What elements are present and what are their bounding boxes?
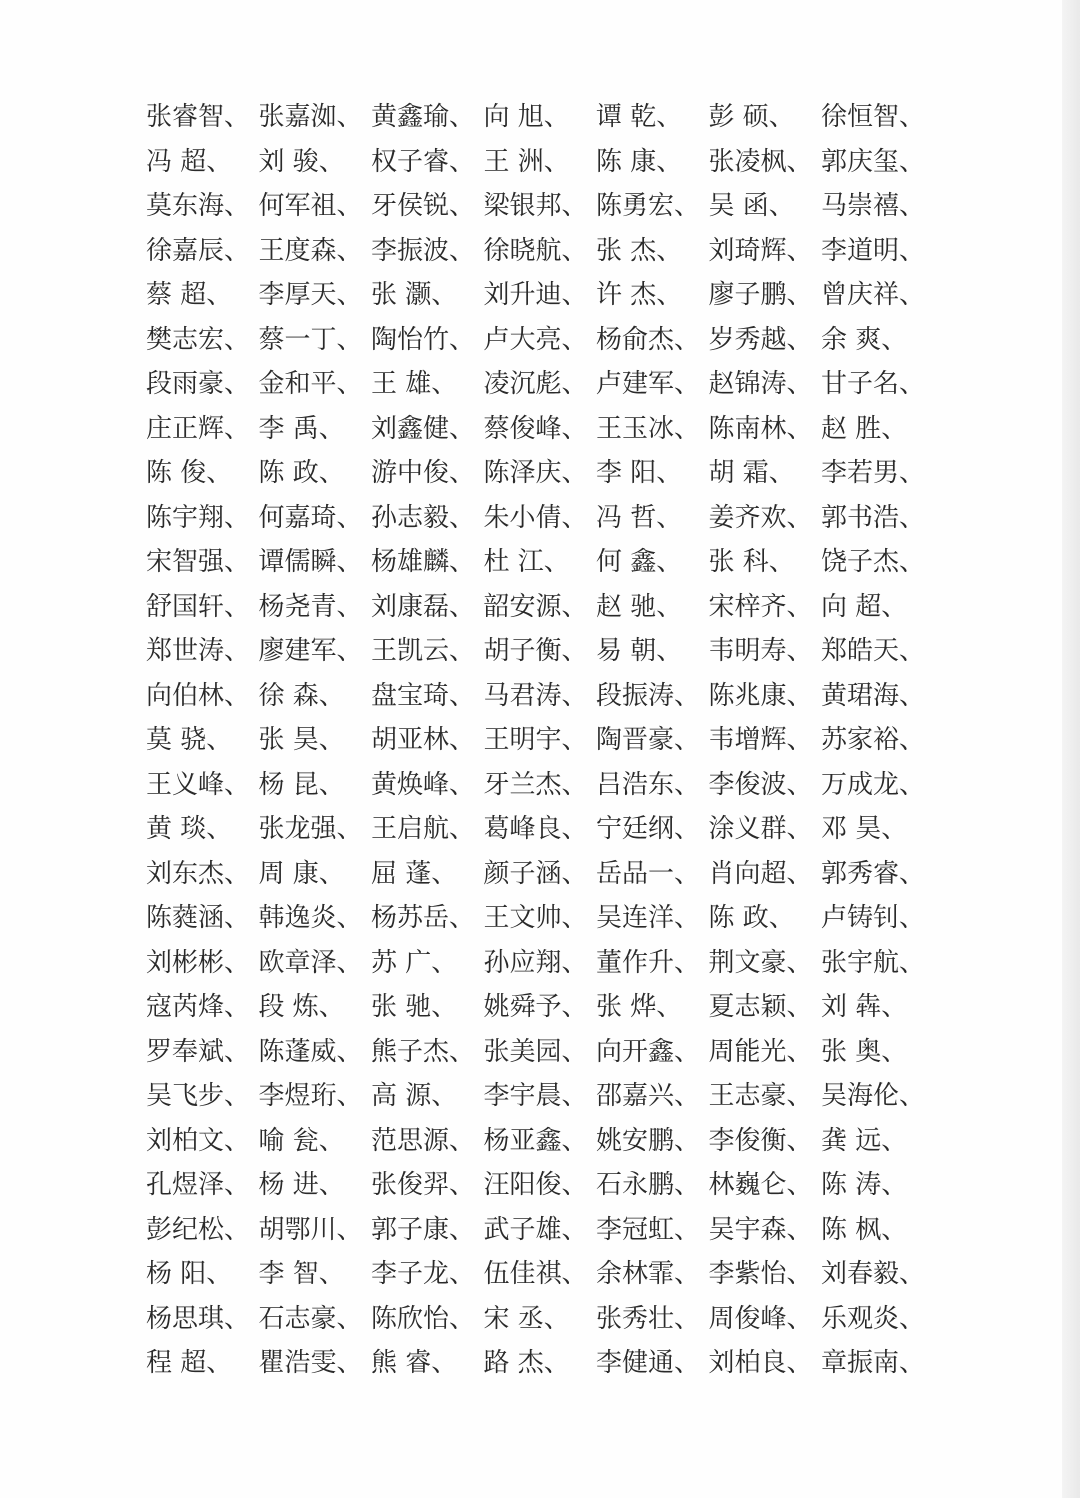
name-entry: 金和平、 xyxy=(258,369,363,400)
name-entry: 王玉冰、 xyxy=(596,413,701,444)
name-entry: 张 灏、 xyxy=(371,280,458,311)
name-entry: 王 洲、 xyxy=(483,146,570,177)
name-entry: 程 超、 xyxy=(146,1348,233,1379)
name-entry: 卢铸钊、 xyxy=(821,903,926,934)
name-entry: 牙兰杰、 xyxy=(483,769,588,800)
name-entry: 姚舜予、 xyxy=(483,992,588,1023)
name-entry: 颜子涵、 xyxy=(483,858,588,889)
name-entry: 陈 俊、 xyxy=(146,458,233,489)
name-row xyxy=(146,585,946,630)
name-entry: 张 昊、 xyxy=(258,725,345,756)
name-entry: 卢建军、 xyxy=(596,369,701,400)
name-entry: 庄正辉、 xyxy=(146,413,251,444)
name-entry: 刘 犇、 xyxy=(821,992,908,1023)
name-entry: 陈 政、 xyxy=(708,903,795,934)
name-row xyxy=(146,184,946,229)
name-entry: 郭秀睿、 xyxy=(821,858,926,889)
name-row xyxy=(146,1163,946,1208)
name-entry: 张 杰、 xyxy=(596,235,683,266)
name-entry: 段雨豪、 xyxy=(146,369,251,400)
name-entry: 杨 昆、 xyxy=(258,769,345,800)
name-entry: 黄珺海、 xyxy=(821,680,926,711)
name-row xyxy=(146,807,946,852)
name-entry: 石永鹏、 xyxy=(596,1170,701,1201)
name-entry: 韦增辉、 xyxy=(708,725,813,756)
name-entry: 赵 胜、 xyxy=(821,413,908,444)
name-entry: 向 超、 xyxy=(821,591,908,622)
name-entry: 熊子杰、 xyxy=(371,1036,476,1067)
name-entry: 何 鑫、 xyxy=(596,547,683,578)
name-row xyxy=(146,407,946,452)
name-entry: 刘彬彬、 xyxy=(146,947,251,978)
name-entry: 张 烨、 xyxy=(596,992,683,1023)
name-row xyxy=(146,674,946,719)
name-entry: 徐晓航、 xyxy=(483,235,588,266)
name-entry: 陈 枫、 xyxy=(821,1214,908,1245)
name-entry: 郭子康、 xyxy=(371,1214,476,1245)
name-entry: 周能光、 xyxy=(708,1036,813,1067)
name-entry: 陈蓬威、 xyxy=(258,1036,363,1067)
name-entry: 郭书浩、 xyxy=(821,502,926,533)
name-entry: 李 阳、 xyxy=(596,458,683,489)
name-entry: 权子睿、 xyxy=(371,146,476,177)
name-row xyxy=(146,852,946,897)
name-entry: 李 禹、 xyxy=(258,413,345,444)
name-entry: 孙志毅、 xyxy=(371,502,476,533)
name-entry: 张睿智、 xyxy=(146,102,251,133)
name-entry: 瞿浩雯、 xyxy=(258,1348,363,1379)
name-entry: 李煜珩、 xyxy=(258,1081,363,1112)
name-row xyxy=(146,451,946,496)
name-entry: 李振波、 xyxy=(371,235,476,266)
name-entry: 宋 丞、 xyxy=(483,1303,570,1334)
name-entry: 喻 瓮、 xyxy=(258,1125,345,1156)
name-entry: 刘春毅、 xyxy=(821,1259,926,1290)
name-entry: 石志豪、 xyxy=(258,1303,363,1334)
name-entry: 葛峰良、 xyxy=(483,814,588,845)
name-entry: 宋梓齐、 xyxy=(708,591,813,622)
name-entry: 马君涛、 xyxy=(483,680,588,711)
name-entry: 赵 驰、 xyxy=(596,591,683,622)
name-entry: 杨尧青、 xyxy=(258,591,363,622)
name-entry: 游中俊、 xyxy=(371,458,476,489)
name-entry: 刘鑫健、 xyxy=(371,413,476,444)
name-entry: 谭 乾、 xyxy=(596,102,683,133)
name-entry: 黄焕峰、 xyxy=(371,769,476,800)
name-entry: 吕浩东、 xyxy=(596,769,701,800)
name-entry: 刘 骏、 xyxy=(258,146,345,177)
name-entry: 王 雄、 xyxy=(371,369,458,400)
name-entry: 邵嘉兴、 xyxy=(596,1081,701,1112)
name-entry: 易 朝、 xyxy=(596,636,683,667)
name-entry: 段振涛、 xyxy=(596,680,701,711)
name-entry: 章振南、 xyxy=(821,1348,926,1379)
name-entry: 龚 远、 xyxy=(821,1125,908,1156)
name-entry: 杨 阳、 xyxy=(146,1259,233,1290)
name-entry: 寇芮烽、 xyxy=(146,992,251,1023)
name-entry: 杨雄麟、 xyxy=(371,547,476,578)
name-entry: 刘东杰、 xyxy=(146,858,251,889)
name-entry: 陈 涛、 xyxy=(821,1170,908,1201)
name-entry: 王度森、 xyxy=(258,235,363,266)
name-entry: 杨 进、 xyxy=(258,1170,345,1201)
name-entry: 胡亚林、 xyxy=(371,725,476,756)
name-entry: 欧章泽、 xyxy=(258,947,363,978)
name-entry: 王凯云、 xyxy=(371,636,476,667)
name-entry: 杨亚鑫、 xyxy=(483,1125,588,1156)
name-row xyxy=(146,229,946,274)
name-entry: 李紫怡、 xyxy=(708,1259,813,1290)
name-entry: 陶晋豪、 xyxy=(596,725,701,756)
name-entry: 郑世涛、 xyxy=(146,636,251,667)
name-entry: 高 源、 xyxy=(371,1081,458,1112)
name-entry: 何嘉琦、 xyxy=(258,502,363,533)
name-entry: 岳品一、 xyxy=(596,858,701,889)
name-entry: 蔡一丁、 xyxy=(258,324,363,355)
name-entry: 吴宇森、 xyxy=(708,1214,813,1245)
name-entry: 莫 骁、 xyxy=(146,725,233,756)
name-entry: 张 驰、 xyxy=(371,992,458,1023)
name-entry: 姜齐欢、 xyxy=(708,502,813,533)
name-entry: 范思源、 xyxy=(371,1125,476,1156)
name-entry: 余林霏、 xyxy=(596,1259,701,1290)
name-entry: 冯 哲、 xyxy=(596,502,683,533)
name-entry: 郑皓天、 xyxy=(821,636,926,667)
name-entry: 许 杰、 xyxy=(596,280,683,311)
name-entry: 卢大亮、 xyxy=(483,324,588,355)
name-entry: 韩逸炎、 xyxy=(258,903,363,934)
name-entry: 张美园、 xyxy=(483,1036,588,1067)
name-entry: 李冠虹、 xyxy=(596,1214,701,1245)
name-entry: 李道明、 xyxy=(821,235,926,266)
name-list xyxy=(146,95,946,1386)
name-entry: 万成龙、 xyxy=(821,769,926,800)
name-entry: 段 炼、 xyxy=(258,992,345,1023)
name-entry: 孙应翔、 xyxy=(483,947,588,978)
name-entry: 熊 睿、 xyxy=(371,1348,458,1379)
name-entry: 曾庆祥、 xyxy=(821,280,926,311)
name-entry: 张秀壮、 xyxy=(596,1303,701,1334)
name-entry: 陈 康、 xyxy=(596,146,683,177)
name-entry: 郭庆玺、 xyxy=(821,146,926,177)
name-row xyxy=(146,985,946,1030)
name-row xyxy=(146,1074,946,1119)
name-entry: 苏 广、 xyxy=(371,947,458,978)
name-entry: 廖子鹏、 xyxy=(708,280,813,311)
name-entry: 伍佳祺、 xyxy=(483,1259,588,1290)
name-entry: 王文帅、 xyxy=(483,903,588,934)
name-entry: 张俊羿、 xyxy=(371,1170,476,1201)
name-entry: 彭 硕、 xyxy=(708,102,795,133)
name-entry: 杜 江、 xyxy=(483,547,570,578)
name-entry: 陈蕤涵、 xyxy=(146,903,251,934)
name-entry: 胡子衡、 xyxy=(483,636,588,667)
name-entry: 王启航、 xyxy=(371,814,476,845)
name-entry: 屈 蓬、 xyxy=(371,858,458,889)
name-row xyxy=(146,540,946,585)
name-entry: 李俊波、 xyxy=(708,769,813,800)
name-entry: 牙侯锐、 xyxy=(371,191,476,222)
name-entry: 刘琦辉、 xyxy=(708,235,813,266)
name-entry: 王明宇、 xyxy=(483,725,588,756)
name-entry: 甘子名、 xyxy=(821,369,926,400)
name-entry: 舒国轩、 xyxy=(146,591,251,622)
name-entry: 苏家裕、 xyxy=(821,725,926,756)
name-entry: 邓 昊、 xyxy=(821,814,908,845)
name-row xyxy=(146,95,946,140)
name-entry: 李俊衡、 xyxy=(708,1125,813,1156)
name-row xyxy=(146,1297,946,1342)
name-row xyxy=(146,273,946,318)
name-entry: 凌沉彪、 xyxy=(483,369,588,400)
name-entry: 张 科、 xyxy=(708,547,795,578)
name-entry: 徐嘉辰、 xyxy=(146,235,251,266)
name-entry: 路 杰、 xyxy=(483,1348,570,1379)
name-row xyxy=(146,1341,946,1386)
name-entry: 刘柏良、 xyxy=(708,1348,813,1379)
name-entry: 陈南林、 xyxy=(708,413,813,444)
name-entry: 陈 政、 xyxy=(258,458,345,489)
name-entry: 向开鑫、 xyxy=(596,1036,701,1067)
name-row xyxy=(146,1119,946,1164)
name-entry: 李厚天、 xyxy=(258,280,363,311)
name-entry: 张宇航、 xyxy=(821,947,926,978)
name-entry: 李若男、 xyxy=(821,458,926,489)
name-entry: 吴 函、 xyxy=(708,191,795,222)
name-entry: 蔡 超、 xyxy=(146,280,233,311)
name-entry: 胡鄂川、 xyxy=(258,1214,363,1245)
name-row xyxy=(146,763,946,808)
name-entry: 宋智强、 xyxy=(146,547,251,578)
name-entry: 刘升迪、 xyxy=(483,280,588,311)
name-entry: 向 旭、 xyxy=(483,102,570,133)
name-entry: 廖建军、 xyxy=(258,636,363,667)
name-entry: 朱小倩、 xyxy=(483,502,588,533)
name-entry: 岁秀越、 xyxy=(708,324,813,355)
name-entry: 罗奉斌、 xyxy=(146,1036,251,1067)
name-entry: 黄鑫瑜、 xyxy=(371,102,476,133)
name-entry: 向伯林、 xyxy=(146,680,251,711)
name-entry: 马崇禧、 xyxy=(821,191,926,222)
name-entry: 陈勇宏、 xyxy=(596,191,701,222)
name-row xyxy=(146,362,946,407)
name-entry: 冯 超、 xyxy=(146,146,233,177)
name-entry: 莫东海、 xyxy=(146,191,251,222)
name-entry: 饶子杰、 xyxy=(821,547,926,578)
name-entry: 陈兆康、 xyxy=(708,680,813,711)
name-entry: 何军祖、 xyxy=(258,191,363,222)
name-entry: 陈欣怡、 xyxy=(371,1303,476,1334)
name-entry: 李宇晨、 xyxy=(483,1081,588,1112)
name-entry: 刘康磊、 xyxy=(371,591,476,622)
name-entry: 荆文豪、 xyxy=(708,947,813,978)
name-entry: 韶安源、 xyxy=(483,591,588,622)
name-row xyxy=(146,718,946,763)
name-entry: 宁廷纲、 xyxy=(596,814,701,845)
name-entry: 乐观炎、 xyxy=(821,1303,926,1334)
name-entry: 王义峰、 xyxy=(146,769,251,800)
name-entry: 黄 琰、 xyxy=(146,814,233,845)
name-entry: 彭纪松、 xyxy=(146,1214,251,1245)
name-entry: 王志豪、 xyxy=(708,1081,813,1112)
name-entry: 李 智、 xyxy=(258,1259,345,1290)
name-row xyxy=(146,629,946,674)
name-entry: 盘宝琦、 xyxy=(371,680,476,711)
name-entry: 樊志宏、 xyxy=(146,324,251,355)
name-row xyxy=(146,496,946,541)
name-entry: 吴海伦、 xyxy=(821,1081,926,1112)
name-entry: 杨思琪、 xyxy=(146,1303,251,1334)
name-entry: 吴连洋、 xyxy=(596,903,701,934)
name-entry: 涂义群、 xyxy=(708,814,813,845)
name-entry: 周俊峰、 xyxy=(708,1303,813,1334)
name-row xyxy=(146,896,946,941)
name-row xyxy=(146,1030,946,1075)
name-entry: 董作升、 xyxy=(596,947,701,978)
name-entry: 张 奥、 xyxy=(821,1036,908,1067)
name-row xyxy=(146,941,946,986)
name-entry: 韦明寿、 xyxy=(708,636,813,667)
name-entry: 武子雄、 xyxy=(483,1214,588,1245)
name-entry: 刘柏文、 xyxy=(146,1125,251,1156)
name-entry: 胡 霜、 xyxy=(708,458,795,489)
page-edge-shadow xyxy=(1062,0,1080,1498)
name-entry: 李健通、 xyxy=(596,1348,701,1379)
name-entry: 杨俞杰、 xyxy=(596,324,701,355)
name-entry: 陈泽庆、 xyxy=(483,458,588,489)
name-entry: 余 爽、 xyxy=(821,324,908,355)
name-row xyxy=(146,140,946,185)
name-entry: 徐 森、 xyxy=(258,680,345,711)
name-row xyxy=(146,318,946,363)
name-entry: 汪阳俊、 xyxy=(483,1170,588,1201)
name-entry: 孔煜泽、 xyxy=(146,1170,251,1201)
name-entry: 赵锦涛、 xyxy=(708,369,813,400)
name-entry: 杨苏岳、 xyxy=(371,903,476,934)
name-entry: 林巍仑、 xyxy=(708,1170,813,1201)
name-entry: 肖向超、 xyxy=(708,858,813,889)
name-entry: 徐恒智、 xyxy=(821,102,926,133)
name-entry: 梁银邦、 xyxy=(483,191,588,222)
name-entry: 陈宇翔、 xyxy=(146,502,251,533)
name-row xyxy=(146,1252,946,1297)
name-entry: 谭儒瞬、 xyxy=(258,547,363,578)
name-entry: 周 康、 xyxy=(258,858,345,889)
name-entry: 陶怡竹、 xyxy=(371,324,476,355)
name-entry: 吴飞步、 xyxy=(146,1081,251,1112)
name-entry: 夏志颖、 xyxy=(708,992,813,1023)
name-entry: 张凌枫、 xyxy=(708,146,813,177)
name-entry: 姚安鹏、 xyxy=(596,1125,701,1156)
name-entry: 蔡俊峰、 xyxy=(483,413,588,444)
name-row xyxy=(146,1208,946,1253)
name-entry: 李子龙、 xyxy=(371,1259,476,1290)
name-entry: 张龙强、 xyxy=(258,814,363,845)
name-entry: 张嘉洳、 xyxy=(258,102,363,133)
